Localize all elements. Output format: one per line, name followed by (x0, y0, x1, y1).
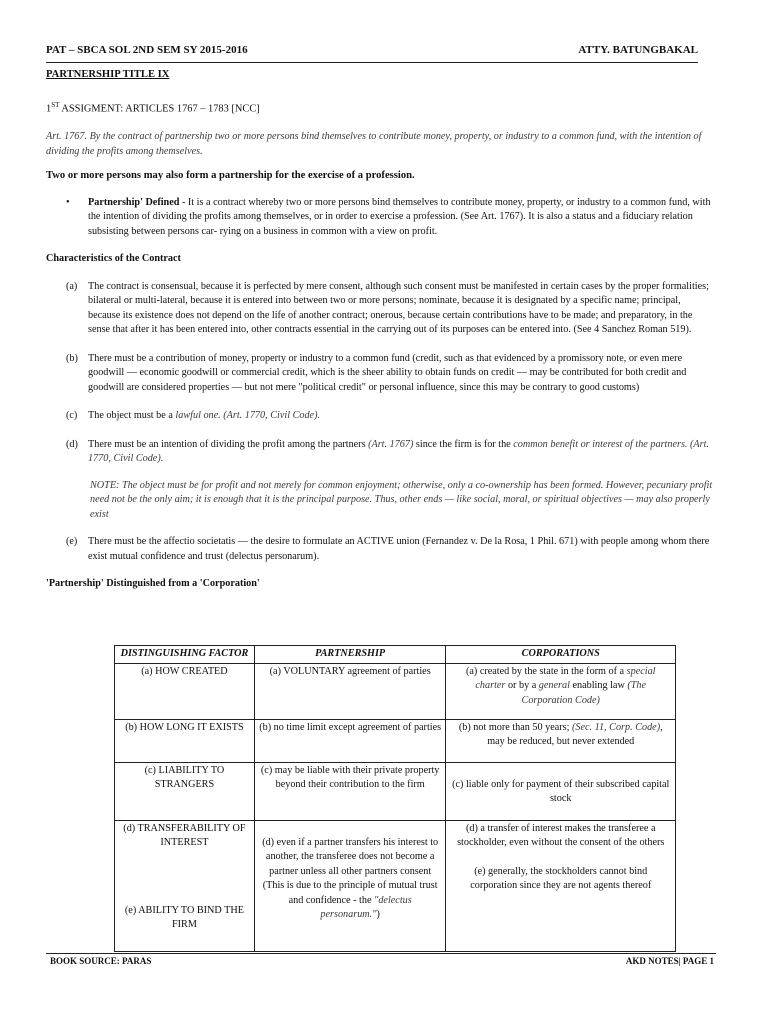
item-label: (b) (66, 352, 78, 364)
distinguished-heading: 'Partnership' Distinguished from a 'Corporation' (46, 578, 260, 590)
characteristic-e (46, 535, 714, 564)
document-body (46, 64, 714, 592)
item-text (88, 409, 714, 424)
corp-transfer-text: (d) a transfer of interest makes the transferee a stockholder, even without the consent of the others (457, 822, 665, 848)
footer-rule (46, 953, 716, 954)
table-cell: (b) HOW LONG IT EXISTS (115, 719, 255, 762)
table-row (115, 820, 676, 951)
cell-text: or by a (505, 680, 539, 691)
characteristics-heading: Characteristics of the Contract (46, 253, 181, 265)
footer-source: BOOK SOURCE: PARAS (50, 956, 152, 966)
assignment-ordinal: ST (51, 100, 60, 109)
column-header: PARTNERSHIP (254, 646, 446, 664)
assignment-text: ASSIGMENT: ARTICLES 1767 – 1783 [NCC] (59, 102, 260, 114)
table-cell (446, 719, 676, 762)
item-text: The contract is consensual, because it is perfected by mere consent, although such consent must be manifested in certain cases by the proper formalities; bilateral or multi-lateral, because it is entered into between two or more persons; nominate, because it is designated by a specific name; principal, because its existence does not depend on the life of another contract; onerous, because certain contributions have to be made; and preparatory, in the sense that after it has been entered into, other contracts essential in the carrying out of its purposes can be entered into. (See 4 Sanchez Roman 519). (88, 280, 709, 336)
profession-line: Two or more persons may also form a partnership for the exercise of a profession. (46, 170, 415, 182)
characteristic-d (46, 438, 714, 467)
cell-text: (a) created by the state in the form of a (465, 665, 627, 677)
characteristic-a (46, 280, 714, 338)
table-cell (446, 820, 676, 951)
factor-ability-to-bind: (e) ABILITY TO BIND THE FIRM (124, 904, 244, 930)
column-header: CORPORATIONS (446, 646, 676, 664)
item-text-italic: (Art. 1767) (368, 438, 414, 450)
table-cell (115, 820, 255, 951)
profit-note: NOTE: The object must be for profit and not merely for common enjoyment; otherwise, only a co-ownership has been formed. However, pecuniary profit need not be the only aim; it is enough that it is the principal purpose. Thus, other ends — like social, moral, or spiritual objectives — may also properly exist (90, 479, 713, 520)
cell-text: enabling law (569, 680, 628, 691)
item-text-plain: There must be an intention of dividing the profit among the partners (88, 438, 369, 450)
definition-text (88, 196, 714, 240)
header-course: PAT – SBCA SOL 2ND SEM SY 2015-2016 (46, 44, 248, 56)
cell-spacer (450, 764, 671, 778)
assignment-number: 1 (46, 102, 52, 114)
item-text-plain: The object must be a (88, 410, 176, 422)
factor-transferability: (d) TRANSFERABILITY OF INTEREST (123, 822, 246, 848)
table-cell: (b) no time limit except agreement of parties (254, 719, 446, 762)
table-cell: (c) may be liable with their private property beyond their contribution to the firm (254, 762, 446, 820)
cell-text: (d) even if a partner transfers his interest to another, the transferee does not become a partner unless all other partners consent (This is due to the principle of mutual trust and confidence - the (262, 836, 439, 906)
item-label: (d) (66, 438, 78, 450)
cell-text-italic: special charter (475, 665, 656, 691)
corp-bind-text: (e) generally, the stockholders cannot bind corporation since they are not agents thereof (470, 865, 652, 891)
column-header: DISTINGUISHING FACTOR (115, 646, 255, 664)
characteristic-c (46, 409, 714, 424)
table-row (115, 762, 676, 820)
cell-text-italic: general (538, 680, 570, 691)
item-text-italic: lawful one. (Art. 1770, Civil Code). (175, 410, 321, 422)
table-cell (254, 820, 446, 951)
document-title: PARTNERSHIP TITLE IX (46, 69, 170, 80)
assignment-line (46, 98, 714, 117)
bullet-mark: • (66, 196, 70, 208)
table-cell (446, 663, 676, 719)
definition-term: Partnership' Defined (88, 196, 180, 208)
comparison-table (114, 645, 676, 952)
footer-page: AKD NOTES| PAGE 1 (625, 956, 714, 966)
cell-text: , may be reduced, but never extended (487, 721, 663, 747)
header-instructor: ATTY. BATUNGBAKAL (578, 44, 698, 56)
cell-text-italic: (The Corporation Code) (521, 680, 647, 706)
table-row (115, 719, 676, 762)
item-text-italic: common benefit or interest of the partners. (Art. 1770, Civil Code). (88, 438, 709, 465)
page-header (46, 44, 698, 62)
table-row (115, 663, 676, 719)
cell-text: ) (376, 909, 380, 920)
characteristic-b (46, 352, 714, 396)
header-rule (46, 62, 698, 63)
table-cell: (c) LIABILITY TO STRANGERS (115, 762, 255, 820)
table-cell: (a) VOLUNTARY agreement of parties (254, 663, 446, 719)
cell-text-italic: "delectus personarum." (320, 894, 412, 920)
item-text (88, 438, 714, 467)
page-footer (50, 956, 714, 966)
table-cell (446, 762, 676, 820)
table-cell: (a) HOW CREATED (115, 663, 255, 719)
cell-text: (b) not more than 50 years; (458, 721, 572, 733)
item-label: (e) (66, 536, 78, 548)
item-label: (c) (66, 410, 78, 422)
item-text: There must be the affectio societatis — the desire to formulate an ACTIVE union (Fernandez v. De la Rosa, 1 Phil. 671) with people among whom there exist mutual confidence and trust (delectus personarum). (88, 536, 710, 562)
item-text-plain: since the firm is for the (413, 438, 514, 450)
definition-body: - It is a contract whereby two or more persons bind themselves to contribute money, property, or industry to a common fund, with the intention of dividing the profits among themselves, or in order to exercise a profession. (See Art. 1767). It is also a status and a fiduciary relation subsisting between persons car- rying on a business in common with a view on profit. (88, 196, 711, 237)
item-label: (a) (66, 280, 78, 292)
item-text: There must be a contribution of money, property or industry to a common fund (credit, such as that evidenced by a promissory note, or even mere goodwill — economic goodwill or commercial credit, which is the sheer ability to obtain funds on credit — may be contributed for both credit and goodwill are considered properties — but not mere "political credit" or personal influence, since this may be contrary to good customs) (88, 352, 687, 393)
cell-text: (c) liable only for payment of their subscribed capital stock (452, 778, 670, 804)
cell-spacer (259, 822, 442, 836)
cell-text-italic: (Sec. 11, Corp. Code) (572, 721, 661, 733)
article-1767: Art. 1767. By the contract of partnership two or more persons bind themselves to contribute money, property, or industry to a common fund, with the intention of dividing the profits among themselves. (46, 131, 702, 157)
definition-bullet (46, 196, 714, 240)
table-header-row (115, 646, 676, 664)
